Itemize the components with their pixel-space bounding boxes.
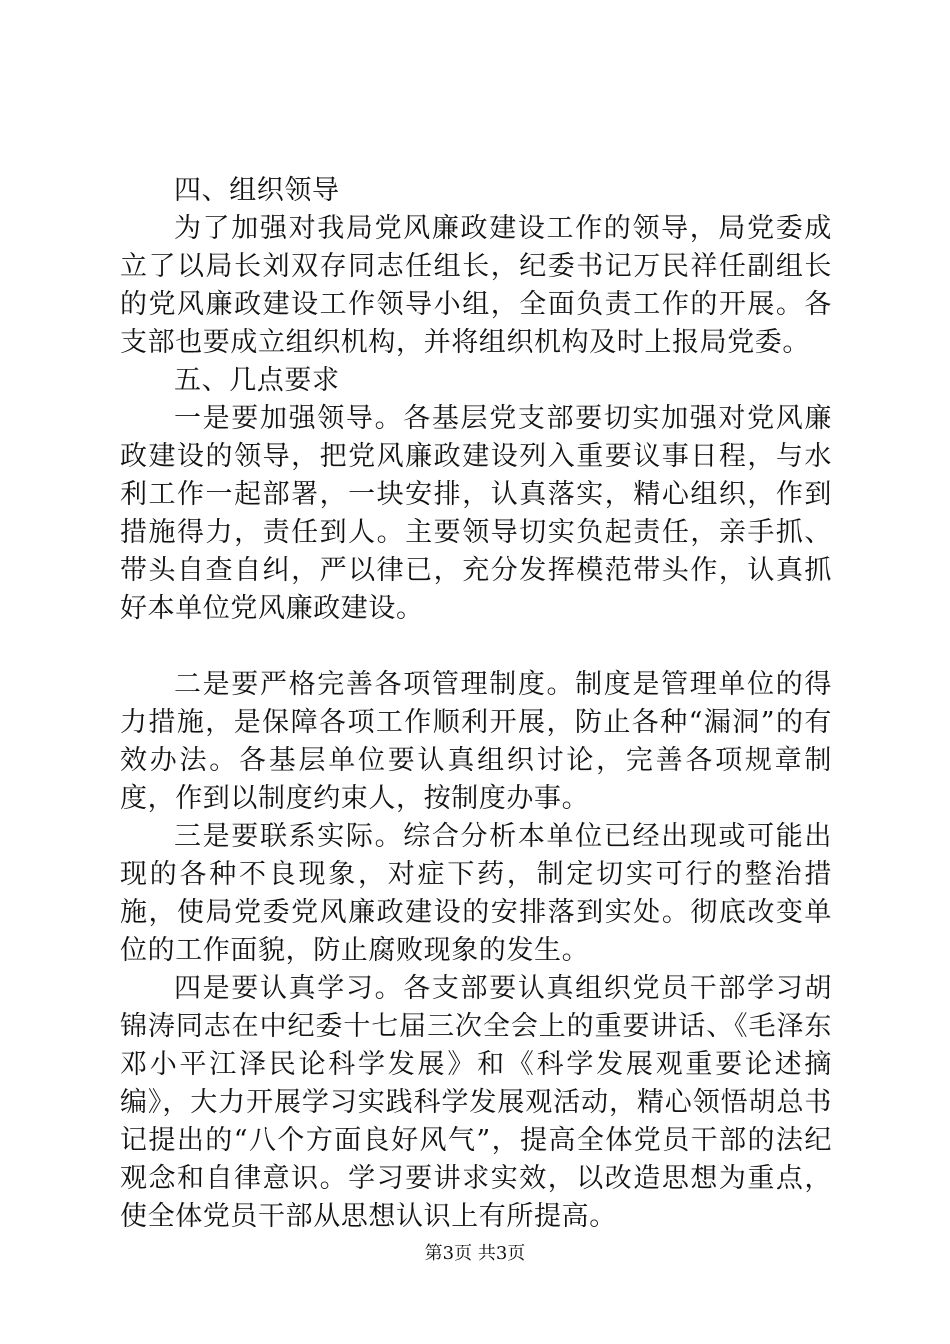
section-heading-organization: 四、组织领导 <box>174 175 340 206</box>
section-heading-requirements: 五、几点要求 <box>174 365 340 396</box>
page-number-footer: 第3页 共3页 <box>424 1243 526 1264</box>
document-body <box>120 172 832 1236</box>
paragraph-requirement-4: 四是要认真学习。各支部要认真组织党员干部学习胡锦涛同志在中纪委十七届三次全会上的重要讲话、《毛泽东邓小平江泽民论科学发展》和《科学发展观重要论述摘编》，大力开展学习实践科学发展观活动，精心领悟胡总书记提出的“八个方面良好风气”，提高全体党员干部的法纪观念和自律意识。学习要讲求实效，以改造思想为重点，使全体党员干部从思想认识上有所提高。 <box>120 973 832 1232</box>
paragraph-requirement-3: 三是要联系实际。综合分析本单位已经出现或可能出现的各种不良现象，对症下药，制定切实可行的整治措施，使局党委党风廉政建设的安排落到实处。彻底改变单位的工作面貌，防止腐败现象的发生。 <box>120 821 832 966</box>
paragraph-requirement-2: 二是要严格完善各项管理制度。制度是管理单位的得力措施，是保障各项工作顺利开展，防止各种“漏洞”的有效办法。各基层单位要认真组织讨论，完善各项规章制度，作到以制度约束人，按制度办事。 <box>120 669 832 814</box>
paragraph-organization: 为了加强对我局党风廉政建设工作的领导，局党委成立了以局长刘双存同志任组长，纪委书记万民祥任副组长的党风廉政建设工作领导小组，全面负责工作的开展。各支部也要成立组织机构，并将组织机构及时上报局党委。 <box>120 213 832 358</box>
paragraph-requirement-1: 一是要加强领导。各基层党支部要切实加强对党风廉政建设的领导，把党风廉政建设列入重要议事日程，与水利工作一起部署，一块安排，认真落实，精心组织，作到措施得力，责任到人。主要领导切实负起责任，亲手抓、带头自查自纠，严以律已，充分发挥模范带头作，认真抓好本单位党风廉政建设。 <box>120 403 832 624</box>
